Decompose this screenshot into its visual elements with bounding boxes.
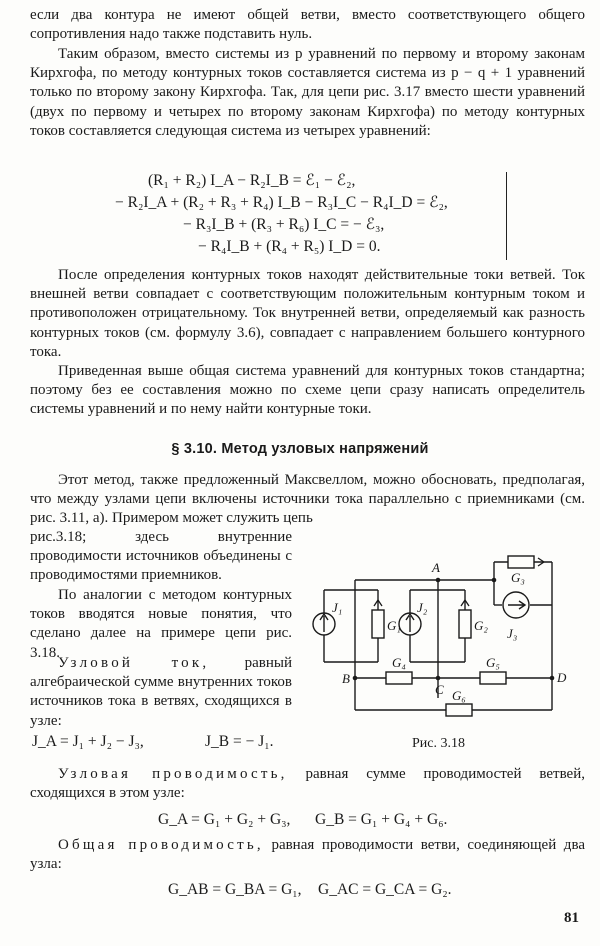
- node-label-c: C: [435, 682, 444, 697]
- paragraph-analogy: По аналогии с методом контурных токов вводятся новые понятия, что сделано далее на примере цепи рис. 3.18.: [30, 587, 292, 661]
- conductance-g6: [446, 704, 472, 716]
- equation-1: (R₁ + R₂) I_A − R₂I_B = ℰ₁ − ℰ₂,: [148, 172, 356, 189]
- paragraph-method-intro: Этот метод, также предложенный Максвеллом, можно обосновать, предполагая, что между узлами цепи включены источники тока параллельно с приемниками (см. рис. 3.11, а). Примером может служить цепь: [30, 472, 585, 527]
- figure-caption: Рис. 3.18: [412, 736, 465, 751]
- conductance-g5: [480, 672, 506, 684]
- term-node-current: Узловой ток,: [58, 655, 210, 671]
- node-label-a: A: [432, 560, 440, 575]
- equation-3: − R₃I_B + (R₃ + R₆) I_C = − ℰ₃,: [183, 216, 385, 233]
- term-mutual-conductance: Общая проводимость,: [58, 837, 264, 853]
- paragraph-branch-currents: После определения контурных токов находят действительные токи ветвей. Ток внешней ветви совпадает с соответствующим положительным контурным током и противоположен отрицательному. Ток внутренней ветви, определяемый как разность контурных токов (см. формулу 3.6), совпадает с направлением большего контурного тока.: [30, 267, 585, 360]
- paragraph-node-current: [30, 654, 292, 731]
- equation-system: [115, 170, 505, 258]
- mutual-conductance-definition: равная проводимости ветви, соединяющей два узла:: [30, 837, 585, 873]
- label-j1: J₁: [332, 600, 343, 615]
- page-number: 81: [564, 910, 579, 926]
- paragraph-node-conductance: [30, 765, 585, 803]
- formula-mutual-conductance-a: G_AB = G_BA = G₁,: [168, 881, 302, 898]
- label-g3: G₃: [511, 570, 525, 585]
- conductance-g4: [386, 672, 412, 684]
- label-g6: G₆: [452, 688, 466, 703]
- section-heading: § 3.10. Метод узловых напряжений: [171, 441, 429, 457]
- equation-2: − R₂I_A + (R₂ + R₃ + R₄) I_B − R₃I_C − R₄I_D = ℰ₂,: [115, 194, 448, 211]
- paragraph-continuation: если два контура не имеют общей ветви, вместо соответствующего общего сопротивления надо также подставить нуль.: [30, 7, 585, 43]
- formula-node-conductance-a: G_A = G₁ + G₂ + G₃,: [158, 811, 291, 828]
- label-g2: G₂: [474, 618, 488, 633]
- label-g5: G₅: [486, 655, 500, 670]
- label-g4: G₄: [392, 655, 406, 670]
- paragraph-mutual-conductance: [30, 836, 585, 874]
- node-label-d: D: [557, 670, 567, 685]
- label-j2: J₂: [417, 600, 428, 615]
- conductance-g3: [508, 556, 534, 568]
- node-current-definition: равный алгебраической сумме внутренних токов источников тока в ветвях, сходящихся в узле:: [30, 655, 293, 729]
- circuit-diagram: [300, 550, 590, 730]
- system-brace: [498, 172, 507, 260]
- conductance-g1: [372, 610, 384, 638]
- label-g1: G₁: [387, 618, 401, 633]
- formula-node-current-a: J_A = J₁ + J₂ − J₃,: [32, 733, 144, 750]
- label-j3: J₃: [507, 626, 518, 641]
- paragraph-method-summary: Таким образом, вместо системы из p уравнений по первому и второму законам Кирхгофа, по методу контурных токов составляется система из p − q + 1 уравнений только по второму закону Кирхгофа. Так, для цепи рис. 3.17 вместо шести уравнений (двух по первому и четырех по второму законам Кирхгофа) по методу контурных токов составляется следующая система из четырех уравнений:: [30, 46, 585, 139]
- formula-mutual-conductance-b: G_AC = G_CA = G₂.: [318, 881, 452, 898]
- formula-node-conductance-b: G_B = G₁ + G₄ + G₆.: [315, 811, 448, 828]
- paragraph-example: рис.3.18; здесь внутренние проводимости источников объединены с проводимостями приемников.: [30, 529, 292, 584]
- node-conductance-definition: равная сумме проводимостей ветвей, сходящихся в этом узле:: [30, 766, 585, 802]
- current-source-j1: [313, 613, 335, 635]
- term-node-conductance: Узловая проводимость,: [58, 766, 288, 782]
- conductance-g2: [459, 610, 471, 638]
- formula-node-current-b: J_B = − J₁.: [205, 733, 274, 750]
- current-source-j3: [503, 592, 529, 618]
- paragraph-standard-system: Приведенная выше общая система уравнений для контурных токов стандартна; поэтому без ее составления можно по схеме цепи сразу написать определитель системы уравнений и по нему найти контурные токи.: [30, 363, 585, 418]
- current-source-j2: [399, 613, 421, 635]
- node-label-b: B: [342, 671, 350, 686]
- equation-4: − R₄I_B + (R₄ + R₅) I_D = 0.: [198, 238, 381, 255]
